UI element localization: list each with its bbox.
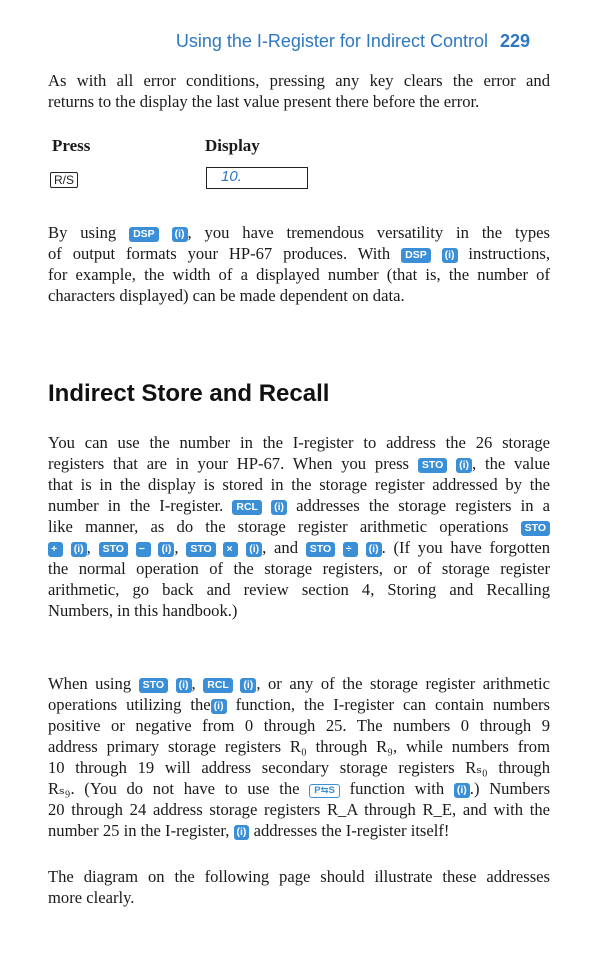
text-line: of output formats your HP-67 produces. With DSP (i) instructions,: [48, 244, 550, 263]
text-line: registers that are in your HP-67. When you press STO (i) , the value: [48, 454, 550, 473]
indirect-i-key-icon: (i): [240, 678, 256, 693]
text-line: 10 through 19 will address secondary storage registers Rₛ₀ through: [48, 758, 550, 777]
section-heading: Indirect Store and Recall: [48, 380, 330, 407]
text-line: characters displayed) can be made dependent on data.: [48, 286, 405, 305]
indirect-i-key-icon: (i): [454, 783, 470, 798]
text-line: number 25 in the I-register, (i) addresses the I-register itself!: [48, 821, 450, 840]
text-line: like manner, as do the storage register arithmetic operations STO: [48, 516, 550, 537]
text-line: returns to the display the last value present there before the error.: [48, 92, 480, 111]
text-line: more clearly.: [48, 888, 135, 907]
display-value: 10.: [221, 168, 242, 185]
indirect-i-key-icon: (i): [172, 227, 188, 242]
paragraph-error-conditions: [48, 70, 550, 112]
text-line: As with all error conditions, pressing any key clears the error and: [48, 71, 550, 90]
running-header-title: Using the I-Register for Indirect Control: [175, 31, 488, 51]
text-line: + (i) , STO − (i) , STO × (i) , and STO ÷ (i) . (If you have forgotten: [48, 537, 550, 558]
display-column-label: Display: [205, 136, 260, 155]
calculator-display-box: [206, 167, 308, 189]
text-line: Numbers, in this handbook.): [48, 601, 238, 620]
sto-key-icon: STO: [186, 542, 215, 557]
indirect-i-key-icon: (i): [271, 500, 287, 515]
text-line: You can use the number in the I-register to address the 26 storage: [48, 433, 550, 452]
text-line: When using STO (i) , RCL (i) , or any of the storage register arithmetic: [48, 674, 551, 693]
p-s-exchange-key-icon: P⇆S: [309, 784, 340, 798]
text-line: By using DSP (i) , you have tremendous versatility in the types: [48, 223, 550, 242]
indirect-i-key-icon: (i): [366, 542, 382, 557]
text-line: the normal operation of the storage registers, or of storage register: [48, 559, 550, 578]
press-column-label: Press: [52, 136, 91, 155]
rcl-key-icon: RCL: [203, 678, 233, 693]
plus-key-icon: +: [48, 542, 63, 557]
minus-key-icon: −: [136, 542, 151, 557]
text-line: operations utilizing the (i) function, the I-register can contain numbers: [48, 695, 550, 714]
sto-key-icon: STO: [139, 678, 168, 693]
sto-key-icon: STO: [99, 542, 128, 557]
paragraph-indirect-store: [48, 432, 550, 621]
rcl-key-icon: RCL: [232, 500, 262, 515]
text-line: positive or negative from 0 through 25. The numbers 0 through 9: [48, 716, 550, 735]
indirect-i-key-icon: (i): [234, 825, 250, 840]
sto-key-icon: STO: [418, 458, 447, 473]
indirect-i-key-icon: (i): [176, 678, 192, 693]
text-line: The diagram on the following page should illustrate these addresses: [48, 867, 550, 886]
rs-key-icon: R/S: [50, 172, 78, 188]
text-line: 20 through 24 address storage registers R_A through R_E, and with the: [48, 800, 550, 819]
times-key-icon: ×: [223, 542, 238, 557]
text-line: that is in the display is stored in the storage register addressed by the: [48, 475, 550, 494]
sto-key-icon: STO: [521, 521, 550, 536]
paragraph-diagram-note: [48, 866, 550, 908]
indirect-i-key-icon: (i): [158, 542, 174, 557]
sto-key-icon: STO: [306, 542, 335, 557]
dsp-key-icon: DSP: [129, 227, 159, 242]
dsp-key-icon: DSP: [401, 248, 431, 263]
divide-key-icon: ÷: [343, 542, 358, 557]
paragraph-dsp-indirect: [48, 222, 550, 306]
paragraph-register-addresses: [48, 673, 550, 841]
indirect-i-key-icon: (i): [246, 542, 262, 557]
indirect-i-key-icon: (i): [71, 542, 87, 557]
indirect-i-key-icon: (i): [456, 458, 472, 473]
text-line: number in the I-register. RCL (i) addresses the storage registers in a: [48, 496, 550, 515]
indirect-i-key-icon: (i): [211, 699, 227, 714]
page-number: 229: [500, 31, 531, 51]
text-line: Rₛ₉. (You do not have to use the P⇆S function with (i) .) Numbers: [48, 779, 551, 798]
text-line: arithmetic, go back and review section 4, Storing and Recalling: [48, 580, 550, 599]
indirect-i-key-icon: (i): [442, 248, 458, 263]
text-line: address primary storage registers R₀ through R₉, while numbers from: [48, 737, 550, 756]
text-line: for example, the width of a displayed number (that is, the number of: [48, 265, 550, 284]
